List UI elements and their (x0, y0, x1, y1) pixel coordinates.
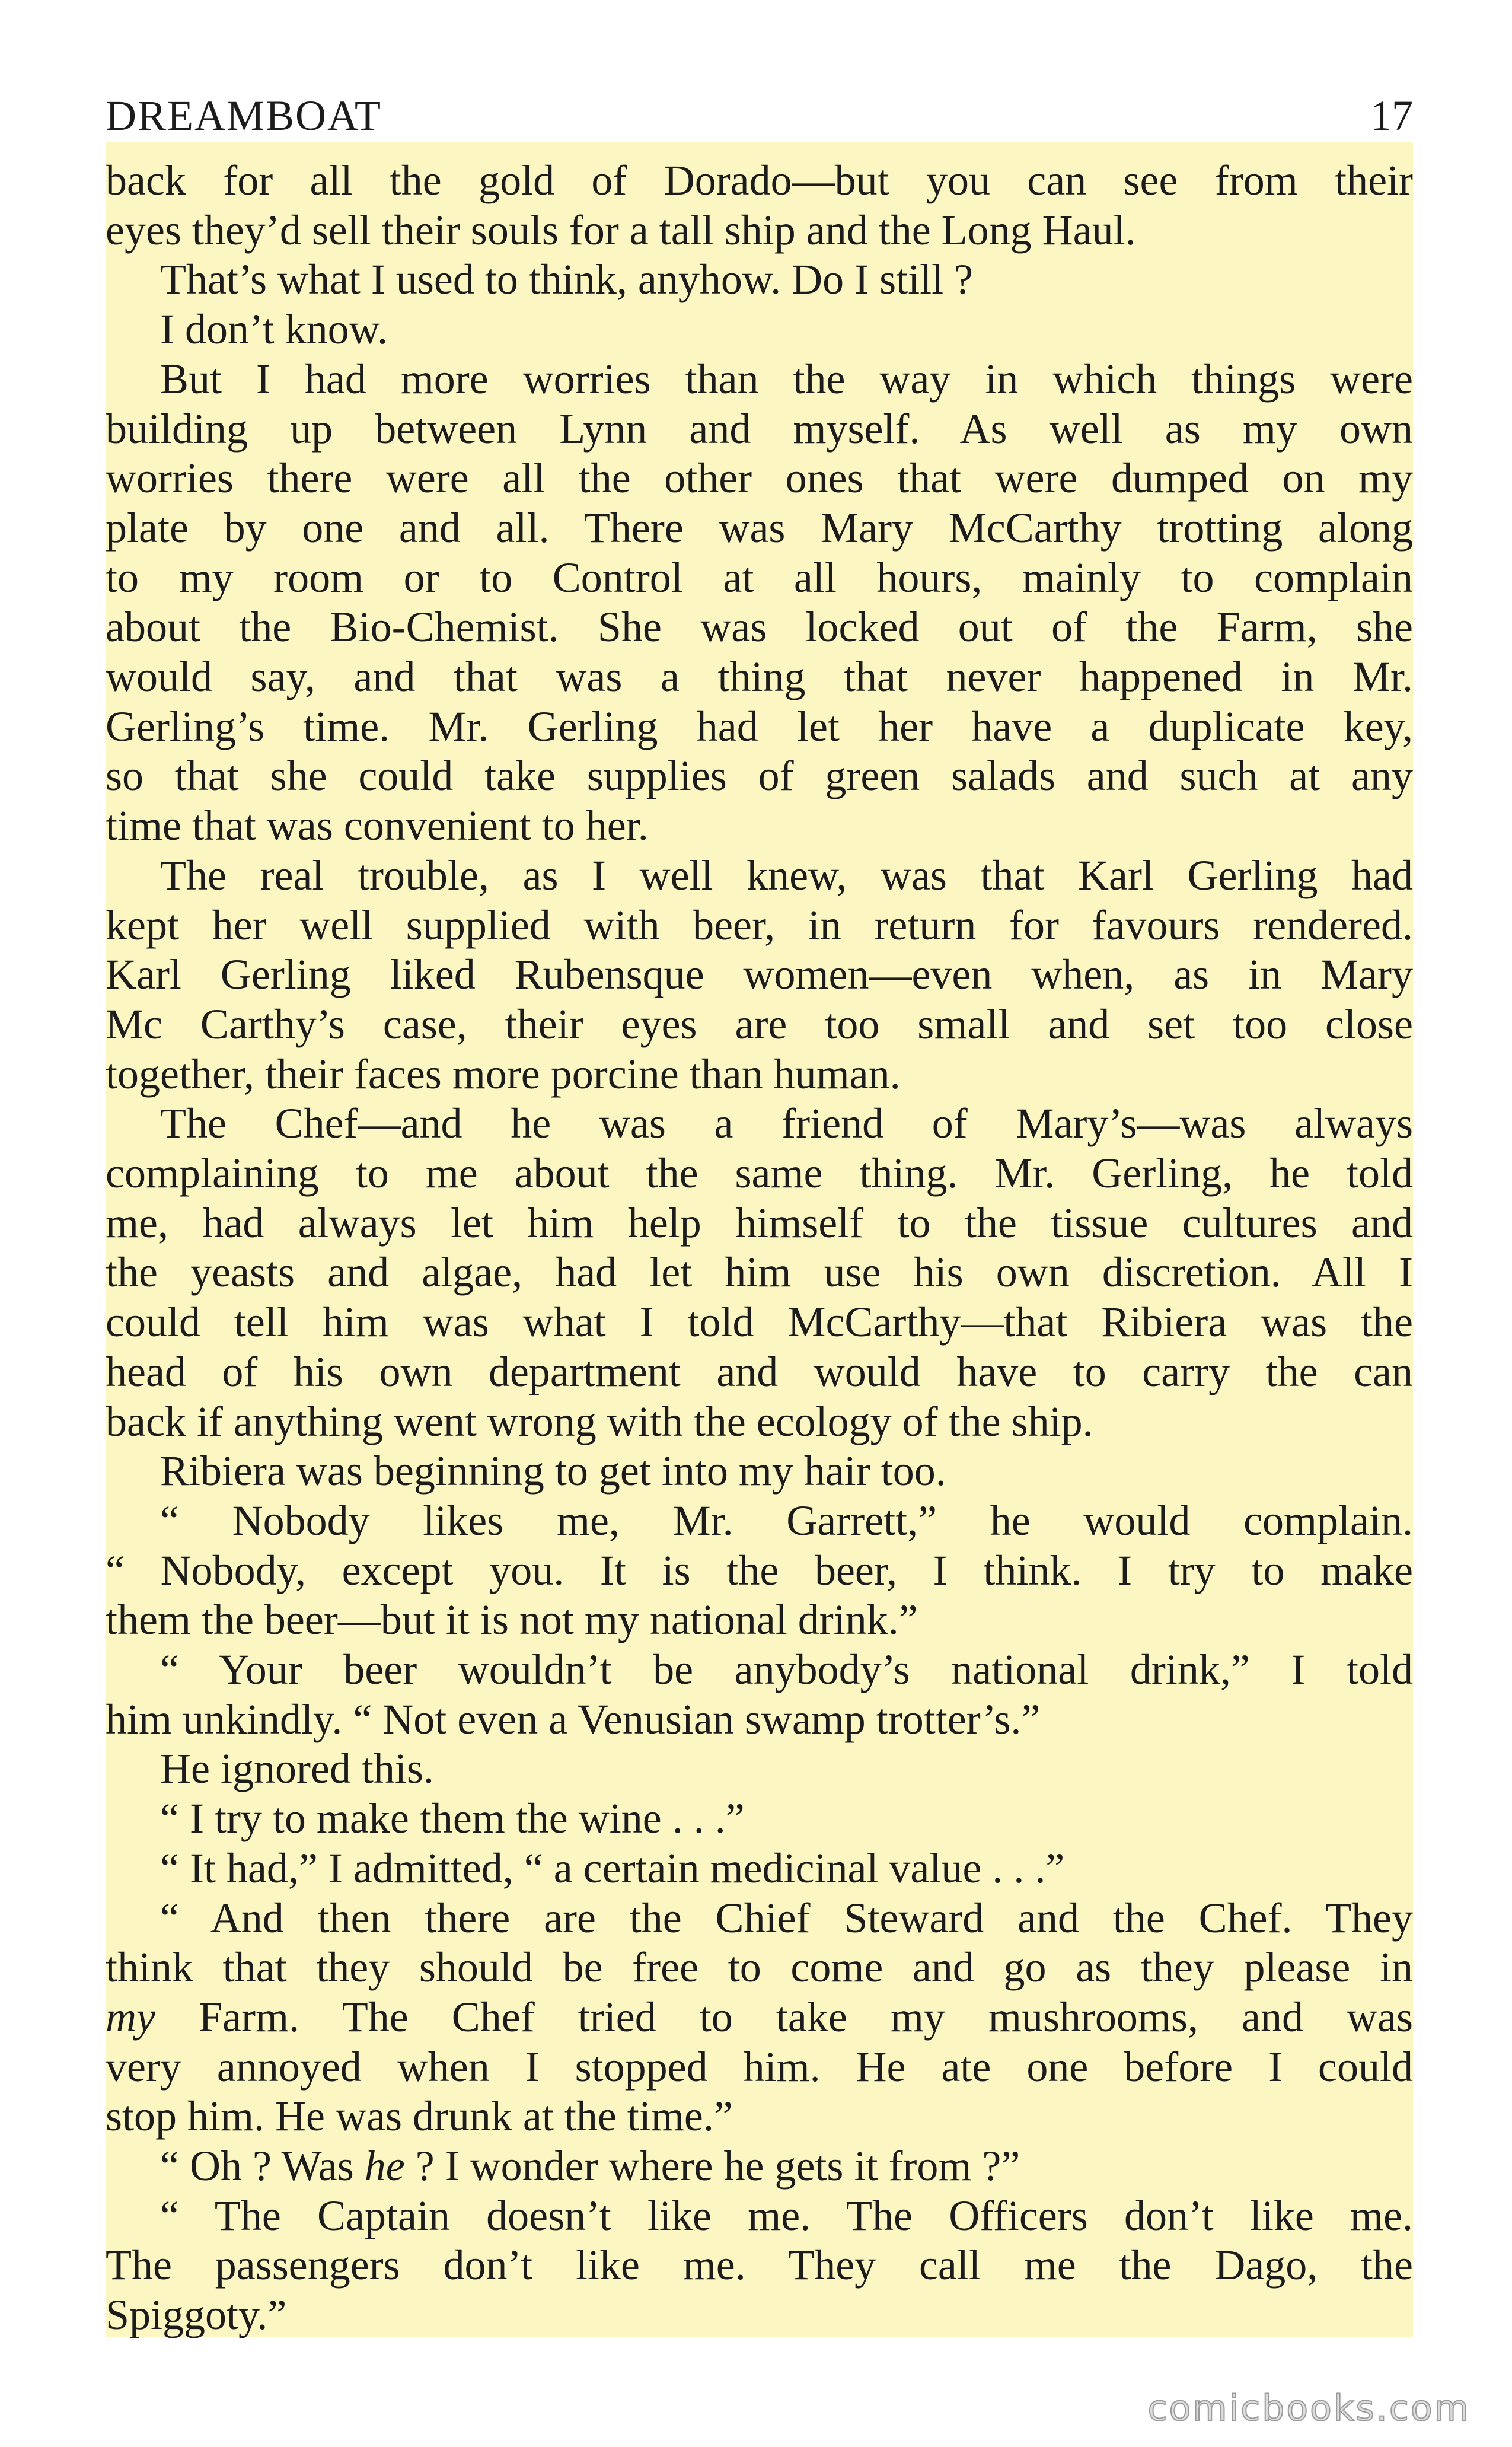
text-line: back for all the gold of Dorado—but you can see from their (106, 157, 1413, 204)
text-line: Ribiera was beginning to get into my hair too. (160, 1447, 946, 1495)
text-line: so that she could take supplies of green salads and such at any (106, 752, 1413, 799)
text-line: very annoyed when I stopped him. He ate one before I could (106, 2043, 1413, 2091)
text-line: “ It had,” I admitted, “ a certain medicinal value . . .” (160, 1844, 1065, 1892)
text-line: me, had always let him help himself to the tissue cultures and (106, 1199, 1413, 1247)
text-line: could tell him was what I told McCarthy—that Ribiera was the (106, 1298, 1413, 1346)
text-line: “ Nobody, except you. It is the beer, I think. I try to make (106, 1547, 1413, 1594)
text-line: him unkindly. “ Not even a Venusian swamp trotter’s.” (106, 1696, 1041, 1743)
text-line: would say, and that was a thing that never happened in Mr. (106, 653, 1413, 700)
text-line: them the beer—but it is not my national drink.” (106, 1596, 918, 1643)
text-line: the yeasts and algae, had let him use his own discretion. All I (106, 1248, 1413, 1296)
page-header (106, 89, 1413, 142)
text-line: Karl Gerling liked Rubensque women—even when, as in Mary (106, 951, 1413, 998)
text-line: “ And then there are the Chief Steward and the Chef. They (160, 1894, 1413, 1942)
text-line: plate by one and all. There was Mary McCarthy trotting along (106, 504, 1413, 552)
text-line: about the Bio-Chemist. She was locked out of the Farm, she (106, 603, 1413, 651)
text-line: complaining to me about the same thing. Mr. Gerling, he told (106, 1149, 1413, 1197)
body-text-panel (106, 142, 1413, 2337)
page-number: 17 (1370, 92, 1413, 139)
text-line: “ Nobody likes me, Mr. Garrett,” he would complain. (160, 1497, 1413, 1544)
text-line: The passengers don’t like me. They call me the Dago, the (106, 2241, 1413, 2289)
text-line: Spiggoty.” (106, 2291, 287, 2338)
text-line: think that they should be free to come and go as they please in (106, 1943, 1413, 1991)
text-line: worries there were all the other ones that were dumped on my (106, 454, 1413, 502)
text-line: back if anything went wrong with the ecology of the ship. (106, 1398, 1093, 1445)
text-line: I don’t know. (160, 305, 388, 353)
text-line: time that was convenient to her. (106, 802, 649, 849)
running-title: DREAMBOAT (106, 92, 382, 139)
text-line: But I had more worries than the way in which things were (160, 355, 1413, 403)
text-line: “ Your beer wouldn’t be anybody’s national drink,” I told (160, 1646, 1413, 1693)
text-line: Gerling’s time. Mr. Gerling had let her have a duplicate key, (106, 703, 1413, 750)
text-line: He ignored this. (160, 1745, 434, 1792)
text-line: Mc Carthy’s case, their eyes are too small and set too close (106, 1001, 1413, 1048)
text-line: head of his own department and would have to carry the can (106, 1348, 1413, 1395)
text-line: The real trouble, as I well knew, was that Karl Gerling had (160, 852, 1413, 899)
text-line: kept her well supplied with beer, in return for favours rendered. (106, 901, 1413, 949)
text-line: The Chef—and he was a friend of Mary’s—was always (160, 1100, 1413, 1147)
text-line: “ Oh ? Was he ? I wonder where he gets it from ?” (160, 2142, 1020, 2190)
text-line: to my room or to Control at all hours, mainly to complain (106, 554, 1413, 601)
text-line: stop him. He was drunk at the time.” (106, 2092, 733, 2140)
text-line: “ The Captain doesn’t like me. The Officers don’t like me. (160, 2192, 1413, 2239)
text-line: eyes they’d sell their souls for a tall ship and the Long Haul. (106, 206, 1136, 254)
watermark-logo: comicbooks.com (1147, 2388, 1470, 2429)
text-line: “ I try to make them the wine . . .” (160, 1795, 745, 1842)
text-line: my Farm. The Chef tried to take my mushrooms, and was (106, 1993, 1413, 2041)
text-line: building up between Lynn and myself. As well as my own (106, 405, 1413, 453)
text-line: That’s what I used to think, anyhow. Do I still ? (160, 256, 974, 303)
text-line: together, their faces more porcine than human. (106, 1050, 901, 1098)
